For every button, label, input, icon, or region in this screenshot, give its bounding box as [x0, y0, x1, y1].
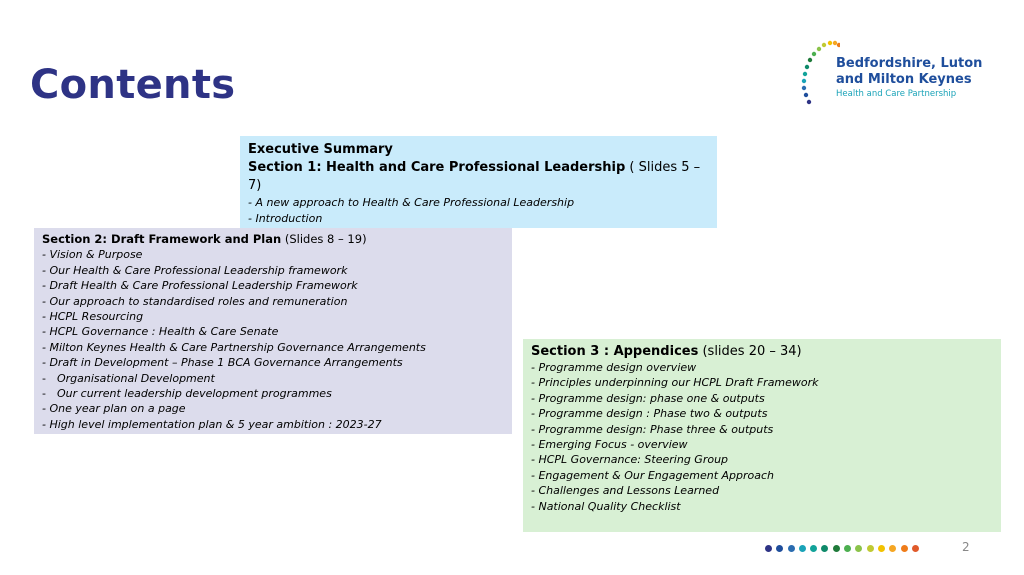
logo-line-1: Bedfordshire, Luton [836, 56, 983, 71]
list-item: - Introduction [248, 211, 323, 225]
list-item: - Challenges and Lessons Learned [531, 484, 720, 498]
logo-line-3: Health and Care Partnership [836, 89, 957, 99]
bullet-item [42, 386, 504, 401]
footer-dot-icon [855, 545, 862, 552]
section-1-title: Section 1: Health and Care Professional Leadership [248, 160, 626, 175]
list-item: - Our Health & Care Professional Leadership framework [42, 263, 348, 277]
footer-dot-icon [788, 545, 795, 552]
list-item: - Engagement & Our Engagement Approach [531, 468, 775, 482]
list-item: - Programme design : Phase two & outputs [531, 407, 768, 421]
list-item: - Programme design overview [531, 361, 697, 374]
footer-dot-icon [901, 545, 908, 552]
footer-dot-icon [810, 545, 817, 552]
list-item: - Draft Health & Care Professional Leadership Framework [42, 279, 358, 293]
section-3-title: Section 3 : Appendices [531, 344, 699, 359]
list-item: - Draft in Development – Phase 1 BCA Governance Arrangements [42, 356, 403, 370]
bullet-text: Organisational Development [57, 371, 215, 385]
list-item: - One year plan on a page [42, 402, 186, 416]
partnership-logo [800, 36, 990, 108]
section-1-heading [248, 159, 709, 195]
section-3-heading [531, 343, 993, 360]
list-item: - High level implementation plan & 5 year ambition : 2023-27 [42, 417, 382, 431]
footer-dot-icon [912, 545, 919, 552]
footer-dot-icon [776, 545, 783, 552]
bullet-text: Our current leadership development programmes [57, 387, 332, 401]
page-number: 2 [962, 540, 970, 554]
executive-summary-heading: Executive Summary [248, 142, 393, 157]
footer-dot-strip [765, 545, 919, 552]
list-item: - Programme design: phase one & outputs [531, 391, 765, 405]
section-2-title: Section 2: Draft Framework and Plan [42, 232, 282, 246]
footer-dot-icon [833, 545, 840, 552]
list-item: - Vision & Purpose [42, 248, 143, 262]
dash-bullet-icon: - [42, 387, 46, 401]
footer-dot-icon [765, 545, 772, 552]
footer-dot-icon [889, 545, 896, 552]
list-item: - Milton Keynes Health & Care Partnership Governance Arrangements [42, 340, 426, 354]
footer-dot-icon [844, 545, 851, 552]
bullet-item [42, 371, 504, 386]
list-item: - Emerging Focus - overview [531, 438, 688, 452]
executive-summary-box [240, 136, 717, 228]
list-item: - Programme design: Phase three & outputs [531, 422, 774, 436]
section-3-slides: (slides 20 – 34) [698, 344, 802, 359]
section-2-slides: (Slides 8 – 19) [281, 232, 367, 246]
footer-dot-icon [867, 545, 874, 552]
page-title: Contents [30, 62, 236, 108]
footer-dot-icon [878, 545, 885, 552]
footer-dot-icon [799, 545, 806, 552]
logo-dot-arc-icon [800, 36, 840, 106]
section-2-heading [42, 232, 504, 247]
list-item: - HCPL Governance : Health & Care Senate [42, 325, 279, 339]
section-2-box [34, 228, 512, 434]
logo-line-2: and Milton Keynes [836, 72, 972, 87]
footer-dot-icon [821, 545, 828, 552]
list-item: - A new approach to Health & Care Professional Leadership [248, 196, 575, 209]
dash-bullet-icon: - [42, 371, 46, 385]
section-1-slides: ( Slides 5 – 7) [248, 160, 701, 193]
section-3-box [523, 339, 1001, 532]
list-item: - Our approach to standardised roles and remuneration [42, 294, 348, 308]
list-item: - HCPL Governance: Steering Group [531, 453, 729, 467]
list-item: - HCPL Resourcing [42, 310, 144, 324]
list-item: - National Quality Checklist [531, 499, 681, 513]
logo-text [836, 56, 982, 100]
list-item: - Principles underpinning our HCPL Draft Framework [531, 376, 819, 390]
